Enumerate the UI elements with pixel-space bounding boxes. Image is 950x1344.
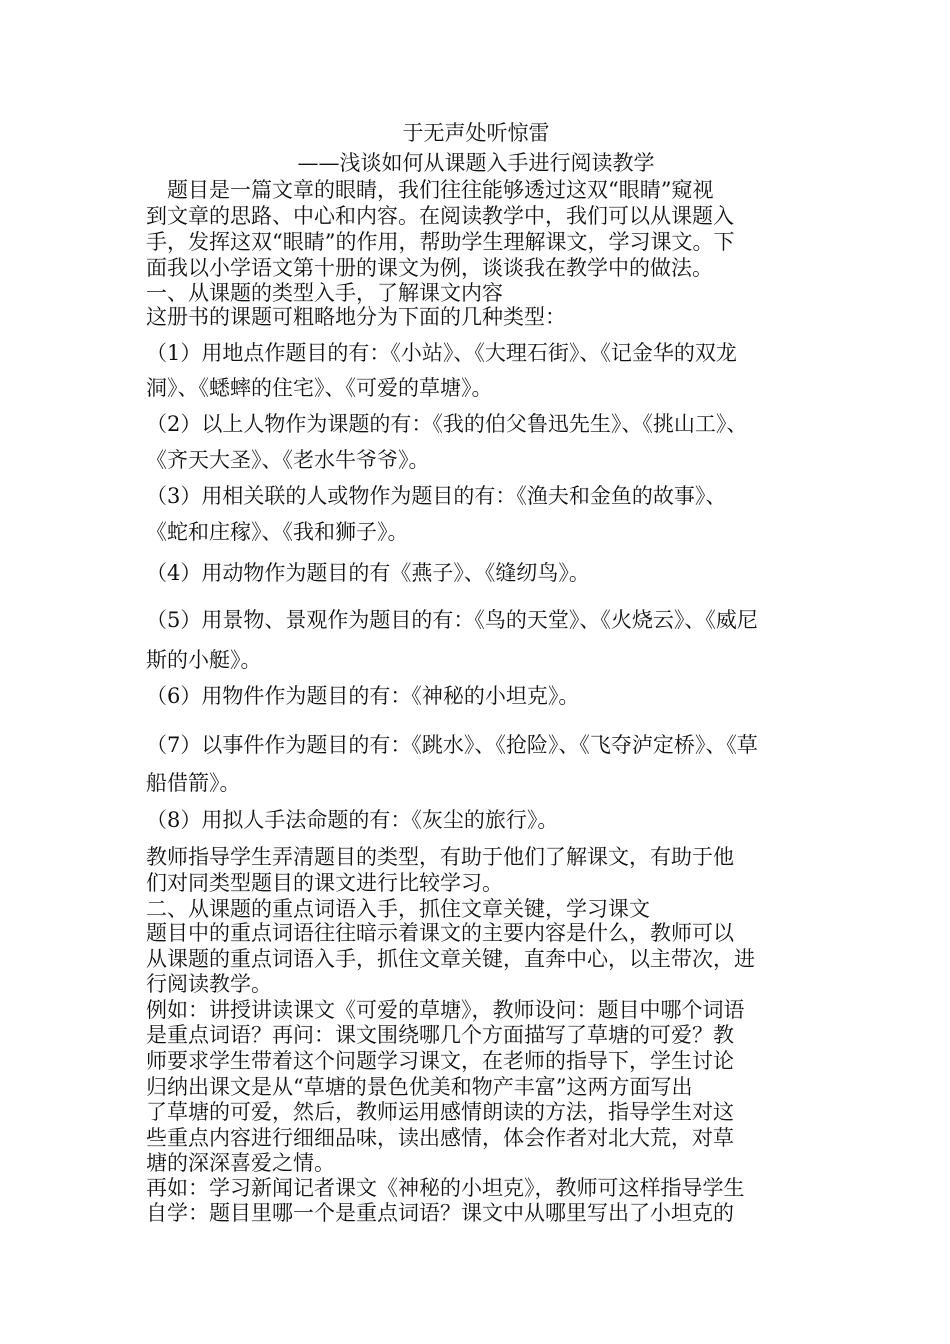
intro-line: 面我以小学语文第十册的课文为例，谈谈我在教学中的做法。 — [146, 256, 713, 280]
type-item-line: （2）以上人物作为课题的有：《我的伯父鲁迅先生》、《挑山工》、 — [146, 412, 748, 436]
section-heading: 二、从课题的重点词语入手，抓住文章关键，学习课文 — [146, 897, 650, 921]
type-item-line: 《蛇和庄稼》、《我和狮子》。 — [146, 520, 409, 544]
type-item-line: （5）用景物、景观作为题目的有：《鸟的天堂》、《火烧云》、《威尼 — [146, 608, 758, 632]
type-item-line: （6）用物件作为题目的有：《神秘的小坦克》。 — [146, 684, 580, 708]
intro-line: 到文章的思路、中心和内容。在阅读教学中，我们可以从课题入 — [146, 204, 734, 228]
intro-line: 手，发挥这双“眼睛”的作用，帮助学生理解课文，学习课文。下 — [146, 230, 735, 254]
example-line: 再如：学习新闻记者课文《神秘的小坦克》，教师可这样指导学生 — [146, 1176, 745, 1200]
type-item-line: （3）用相关联的人或物作为题目的有：《渔夫和金鱼的故事》、 — [146, 484, 727, 508]
intro-line: 题目是一篇文章的眼睛，我们往往能够透过这双“眼睛”窥视 — [146, 178, 714, 202]
type-item-line: （4）用动物作为题目的有《燕子》、《缝纫鸟》。 — [146, 561, 590, 585]
section-lead: 这册书的课题可粗略地分为下面的几种类型： — [146, 305, 566, 329]
example-line: 归纳出课文是从“草塘的景色优美和物产丰富”这两方面写出 — [146, 1075, 693, 1099]
type-item-line: （7）以事件作为题目的有：《跳水》、《抢险》、《飞夺泸定桥》、《草 — [146, 733, 758, 757]
example-line: 了草塘的可爱，然后，教师运用感情朗读的方法，指导学生对这 — [146, 1100, 734, 1124]
document-subtitle: ——浅谈如何从课题入手进行阅读教学 — [297, 151, 655, 175]
section-heading: 一、从课题的类型入手，了解课文内容 — [146, 281, 503, 305]
type-item-line: 斯的小艇》。 — [146, 648, 262, 672]
document-title: 于无声处听惊雷 — [402, 121, 550, 145]
type-item-line: 《齐天大圣》、《老水牛爷爷》。 — [146, 448, 430, 472]
summary-line: 教师指导学生弄清题目的类型，有助于他们了解课文，有助于他 — [146, 845, 734, 869]
type-item-line: 洞》、《蟋蟀的住宅》、《可爱的草塘》。 — [146, 376, 493, 400]
type-item-line: （1）用地点作题目的有：《小站》、《大理石街》、《记金华的双龙 — [146, 341, 737, 365]
example-line: 师要求学生带着这个问题学习课文，在老师的指导下，学生讨论 — [146, 1049, 734, 1073]
paragraph-line: 从课题的重点词语入手，抓住文章关键，直奔中心，以主带次，进 — [146, 947, 755, 971]
type-item-line: （8）用拟人手法命题的有：《灰尘的旅行》。 — [146, 808, 559, 832]
example-line: 塘的深深喜爱之情。 — [146, 1151, 335, 1175]
example-line: 例如：讲授讲读课文《可爱的草塘》，教师设问：题目中哪个词语 — [146, 998, 745, 1022]
summary-line: 们对同类型题目的课文进行比较学习。 — [146, 871, 503, 895]
example-line: 是重点词语？再问：课文围绕哪几个方面描写了草塘的可爱？教 — [146, 1023, 734, 1047]
paragraph-line: 题目中的重点词语往往暗示着课文的主要内容是什么，教师可以 — [146, 921, 734, 945]
type-item-line: 船借箭》。 — [146, 771, 241, 795]
example-line: 些重点内容进行细细品味，读出感情，体会作者对北大荒，对草 — [146, 1126, 734, 1150]
paragraph-line: 行阅读教学。 — [146, 972, 272, 996]
example-line: 自学：题目里哪一个是重点词语？课文中从哪里写出了小坦克的 — [146, 1201, 734, 1225]
